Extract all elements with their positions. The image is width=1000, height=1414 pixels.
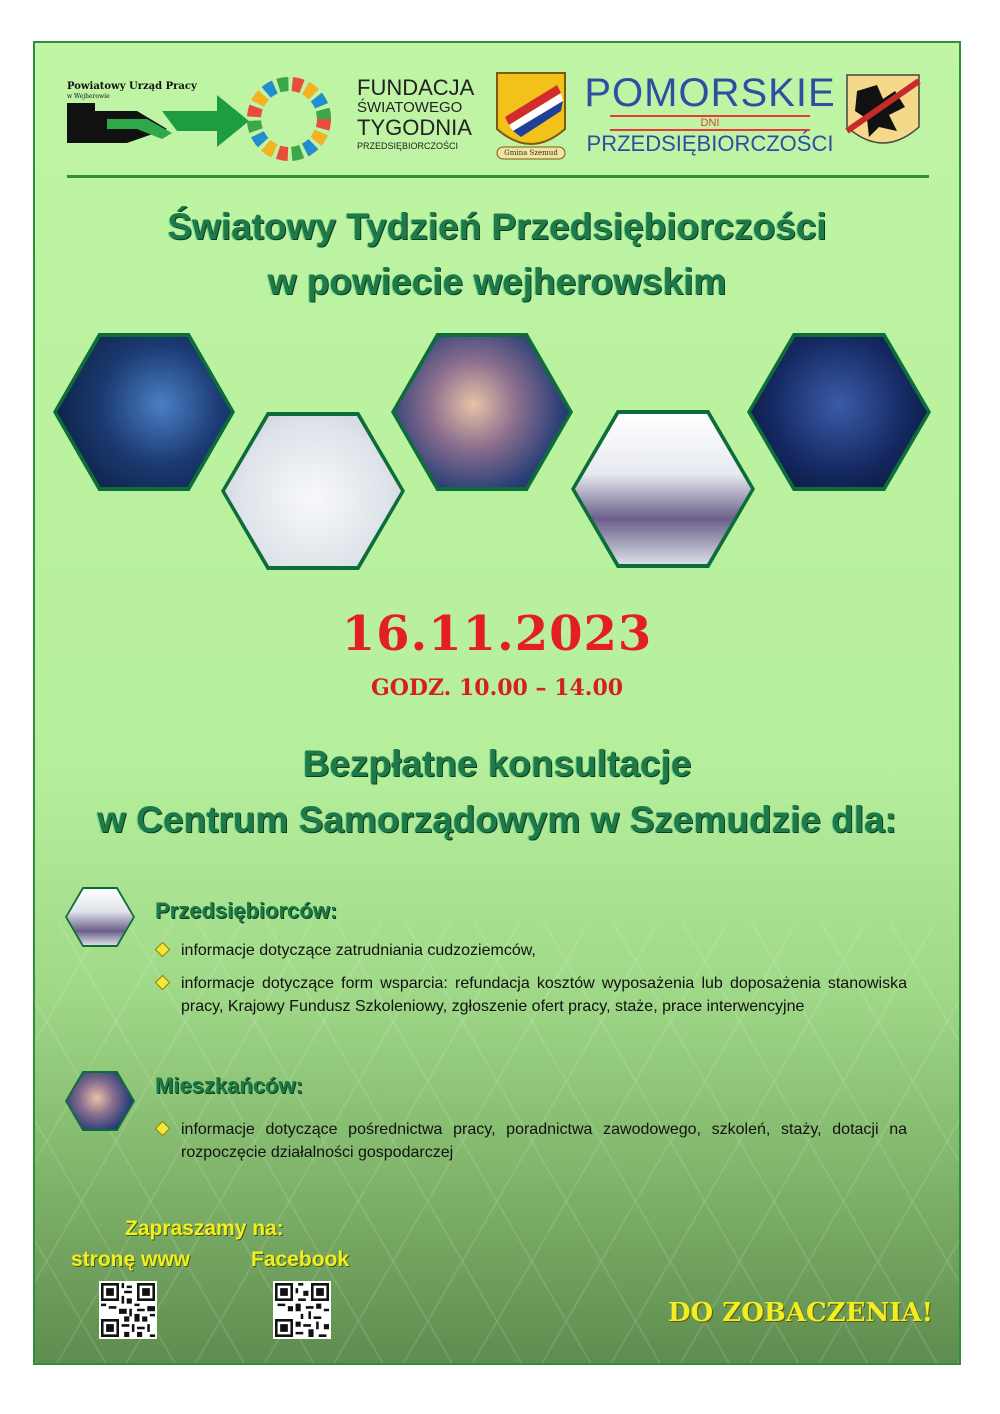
- gmina-label: Gmina Szemud: [504, 149, 558, 157]
- fundacja-text-logo: FUNDACJA ŚWIATOWEGO TYGODNIA PRZEDSIĘBIORCZOŚCI: [357, 75, 475, 151]
- main-title-line1: Światowy Tydzień Przedsiębiorczości: [167, 206, 827, 247]
- section-heading-entrepreneurs: Przedsiębiorców:: [155, 898, 338, 923]
- hex-image-crowd: [571, 410, 755, 568]
- goodbye-text: DO ZOBACZENIA!: [667, 1298, 933, 1328]
- facebook-label[interactable]: Facebook: [251, 1248, 350, 1271]
- www-label[interactable]: stronę www: [71, 1248, 191, 1271]
- pup-logo-title: Powiatowy Urząd Pracy: [67, 81, 197, 92]
- diamond-bullet-icon: [155, 975, 171, 991]
- hex-image-young-man: [391, 333, 573, 491]
- diamond-bullet-icon: [155, 1121, 171, 1137]
- invite-text: Zapraszamy na:: [125, 1217, 284, 1240]
- pomorskie-logo: POMORSKIE DNI PRZEDSIĘBIORCZOŚCI: [584, 71, 836, 156]
- list-item: informacje dotyczące form wsparcia: refundacja kosztów wyposażenia lub doposażenia stanowiska pracy, Krajowy Fundusz Szkoleniowy, zgłoszenie ofert pracy, staże, prace interwencyjne: [157, 972, 907, 1018]
- pup-logo: [67, 81, 257, 149]
- logo-bar: [35, 43, 959, 175]
- list-item: informacje dotyczące pośrednictwa pracy, poradnictwa zawodowego, szkoleń, staży, dotacji na rozpoczęcie działalności gospodarczej: [157, 1118, 907, 1164]
- list-item: informacje dotyczące zatrudniania cudzoziemców,: [157, 939, 907, 962]
- griffin-crest-icon: [843, 71, 923, 161]
- qr-code-icon: [275, 1283, 329, 1337]
- handshake-arrow-icon: [67, 89, 257, 149]
- header-divider: [67, 175, 929, 178]
- fundacja-ring-logo-icon: [241, 71, 337, 167]
- qr-code-www[interactable]: [99, 1281, 157, 1339]
- qr-code-icon: [101, 1283, 155, 1337]
- event-date: 16.11.2023: [341, 606, 653, 662]
- qr-code-facebook[interactable]: [273, 1281, 331, 1339]
- diamond-bullet-icon: [155, 942, 171, 958]
- hex-image-robot-hand: [221, 412, 405, 570]
- poster: [33, 41, 961, 1365]
- pup-logo-subtitle: w Wejherowie: [67, 93, 110, 100]
- hex-image-network-icons: [747, 333, 931, 491]
- hex-image-business-tech: [53, 333, 235, 491]
- subtitle-line2: w Centrum Samorządowym w Szemudzie dla:: [97, 799, 897, 840]
- event-time: GODZ. 10.00 – 14.00: [370, 675, 624, 701]
- main-title-line2: w powiecie wejherowskim: [267, 261, 727, 302]
- subtitle-line1: Bezpłatne konsultacje: [302, 743, 692, 784]
- section-heading-residents: Mieszkańców:: [155, 1073, 303, 1098]
